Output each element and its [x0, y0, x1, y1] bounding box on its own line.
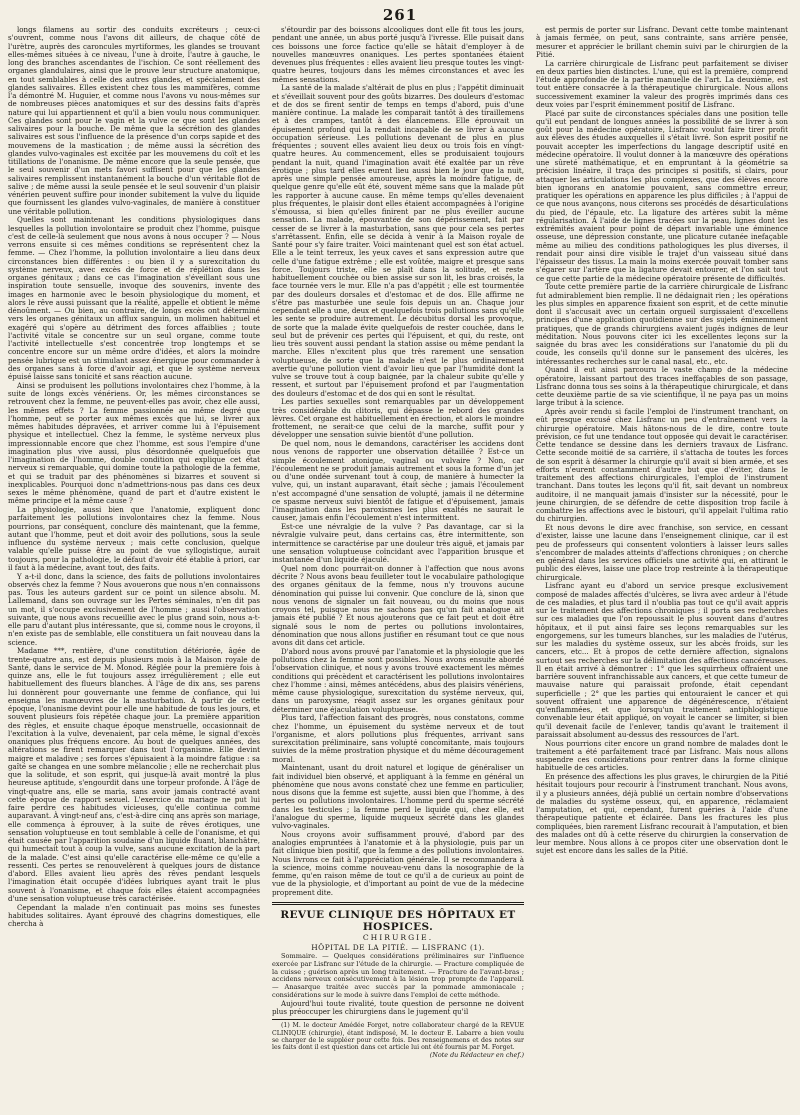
column-middle: [272, 26, 524, 1106]
hospital-heading: HÔPITAL DE LA PITIÉ. — LISFRANC (1).: [311, 943, 485, 952]
paragraph: Ainsi se produisent les pollutions involontaires chez l'homme, à la suite de longs excès vénériens. Or, les mêmes circonstances se retrouvent chez la femme, ne peuvent-elles pas avoir, chez elle aussi, les mêmes effets ? La femme passionnée au même degré que l'homme, peut se porter aux mêmes excès que lui, se livrer aux mêmes habitudes dépravées, et arriver comme lui à l'épuisement physique et intellectuel. Chez la femme, le système nerveux plus impressionnable encore que chez l'homme, est sous l'empire d'une imagination plus vive aussi, plus désordonnée quelquefois que l'imagination de l'homme, double condition qui explique cet état nerveux si remarquable, qui domine toute la pathologie de la femme, et qui se traduit par des phénomènes si bizarres et souvent si inexplicables. Pourquoi donc n'admettrions-nous pas dans ces deux sexes le même phénomène, quand de part et d'autre existent le même principe et la même cause ?: [8, 380, 260, 506]
paragraph: Placé par suite de circonstances spéciales dans une position telle qu'il eut pendant de longues années la possibilité de se livrer à son goût pour la médecine opératoire, Lisfranc voulut faire tirer profit aux élèves des études auxquelles il s'était livré. Son esprit positif ne pouvait accepter les imperfections du langage descriptif usité en médecine opératoire. Il voulut donner à la manœuvre des opérations une sûreté mathématique, et en empruntant à la géométrie sa précision linéaire, il traça des principes si positifs, si clairs, pour attaquer les articulations les plus complexes, que des élèves encore bien ignorans en anatomie pouvaient, sans commettre erreur, pratiquer les opérations en apparence les plus difficiles ; à l'appui de ce que nous avançons, nous citerons ses procédés de désarticulations du pied, de l'épaule, etc. La ligature des artères subit la même régularisation. À l'aide de lignes tracées sur la peau, lignes dont les extrémités avaient pour point de départ invariable une éminence osseuse, une dépression constante, une plicature cutanée inefaçable même au milieu des conditions pathologiques les plus diverses, il rendait pour ainsi dire visible le trajet d'un vaisseau situé dans l'épaisseur des tissus. La main la moins exercée pouvait tomber sans s'égarer sur l'artère que la ligature devait entourer, et l'on sait tout ce que cette partie de la médecine opératoire présente de difficultés.: [536, 108, 788, 283]
paragraph: Aujourd'hui toute rivalité, toute question de personne ne doivent plus préoccuper les chirurgiens dans le jugement qu'il: [272, 998, 524, 1017]
footnote-rule: [272, 1019, 332, 1020]
paragraph: La physiologie, aussi bien que l'anatomie, expliquent donc parfaitement les pollutions involontaires chez la femme. Nous pourrions, par conséquent, conclure dès maintenant, que la femme, autant que l'homme, peut et doit avoir des pollutions, sous la seule influence du système nerveux ; mais cette conclusion, quelque valable qu'elle puisse être au point de vue syllogistique, aurait toujours, pour la pathologie, le défaut d'avoir été établie à priori, car il faut à la médecine, avant tout, des faits.: [8, 505, 260, 572]
paragraph: Maintenant, usant du droit naturel et logique de généraliser un fait individuel bien observé, et appliquant à la femme en général un phénomène que nous avons constaté chez une femme en particulier, nous disons que la femme est sujette, aussi bien que l'homme, à des pertes ou pollutions involontaires. L'homme perd du sperme sécrété dans les testicules ; la femme perd le liquide qui, chez elle, est l'analogue du sperme, liquide muqueux sécrété dans les glandes vulvo-vaginales.: [272, 763, 524, 830]
paragraph: Quelles sont maintenant les conditions physiologiques dans lesquelles la pollution involontaire se produit chez l'homme, puisque c'est de celle-là seulement que nous avons à nous occuper ? — Nous verrons ensuite si ces mêmes conditions se représentent chez la femme. — Chez l'homme, la pollution involontaire a lieu dans deux circonstances bien différentes : ou bien il y a surexcitation du système nerveux, avec excès de force et de réplétion dans les organes génitaux ; dans ce cas l'imagination s'éveillant sous une inspiration toute sensuelle, invoque des souvenirs, invente des images en harmonie avec le besoin physiologique du moment, et alors le rêve aussi puissant que la réalité, appelle et obtient le même dénoûment. — Ou bien, au contraire, de longs excès ont déterminé vers les organes génitaux un afflux sanguin, un molimen habituel et exagéré qui s'opère au détriment des forces affaiblies ; toute l'activité vitale se concentre sur un seul organe, comme toute l'activité intellectuelle s'est concentrée trop longtemps et se concentre encore sur un même ordre d'idées, et alors la moindre pensée lubrique est un stimulant assez énergique pour commander à des organes sans à force d'avoir agi, et que le système nerveux épuisé laisse sans tonicité et sans réaction aucune.: [8, 215, 260, 381]
paragraph: Les parties sexuelles sont remarquables par un développement très considérable du clitoris, qui dépasse le rebord des grandes lèvres. Cet organe est habituellement en érection, et alors le moindre frottement, ne serait-ce que celui de la marche, suffit pour y développer une sensation suivie bientôt d'une pollution.: [272, 397, 524, 440]
paragraph: Cependant la malade n'en continuait pas moins ses funestes habitudes solitaires. Ayant éprouvé des chagrins domestiques, elle chercha à: [8, 902, 260, 928]
paragraph: Quand il eut ainsi parcouru le vaste champ de la médecine opératoire, laissant partout des traces ineffaçables de son passage, Lisfranc donna tous ses soins à la thérapeutique chirurgicale, et dans cette deuxième partie de sa vie scientifique, il ne paya pas un moins large tribut à la science.: [536, 365, 788, 408]
summary: Sommaire. — Quelques considérations préliminaires sur l'influence exercée par Lisfranc sur l'étude de la chirurgie. — Fracture compliquée de la cuisse ; guérison après un long traitement. — Fracture de l'avant-bras ; accidens nerveux consécutivement à la lésion trop prompte de l'appareil. — Anasarque traitée avec succès par la pommade ammoniacale ; considérations sur le mode à suivre dans l'emploi de cette méthode.: [272, 952, 524, 999]
paragraph: s'étourdir par des boissons alcooliques dont elle fit tous les jours, pendant une année, un abus porté jusqu'à l'ivresse. Elle puisait dans ces boissons une force factice qu'elle se hâtait d'employer à de nouvelles manœuvres onaniques. Les pertes spontanées étaient devenues plus fréquentes : elles avaient lieu presque toutes les vingt-quatre heures, toujours dans les mêmes circonstances et avec les mêmes sensations.: [272, 26, 524, 84]
section-subtitle: CHIRURGIE.: [362, 932, 434, 942]
paragraph: Lisfranc ayant eu d'abord un service presque exclusivement composé de malades affectés d'ulcères, se livra avec ardeur à l'étude de ces maladies, et plus tard il n'oublia pas tout ce qu'il avait appris sur le traitement des affections chroniques ; il porta ses recherches sur ces maladies que l'on repoussait le plus souvent dans d'autres hôpitaux, et il put ainsi faire ses leçons remarquables sur les engorgemens, sur les tumeurs blanches, sur les maladies de l'utérus, sur les maladies du système osseux, sur les abcès froids, sur les cancers, etc... Et à propos de cette dernière affection, signalons surtout ses recherches sur la délimitation des affections cancéreuses. Il en était arrivé à démontrer : 1° que les squirrheux offraient une barrière souvent infranchissable aux cancers, et que cette tumeur de mauvaise nature qui paraissait profonde, était cependant superficielle ; 2° que les parties qui entouraient le cancer et qui souvent offraient une apparence de dégénérescence, n'étaient qu'enflammées, et que lorsqu'un traitement antiphlogistique convenable leur était appliqué, on voyait le cancer se limiter, si bien qu'il devenait facile de l'enlever, tandis qu'avant le traitement il paraissait absolument au-dessus des ressources de l'art.: [536, 581, 788, 739]
paragraph: Plus tard, l'affection faisant des progrès, nous constatons, comme chez l'homme, un épuisement du système nerveux et de tout l'organisme, et alors pollutions plus fréquentes, arrivant sans surexcitation préliminaire, sans volupté concomitante, mais toujours suivies de la même prostration physique et du même découragement moral.: [272, 713, 524, 764]
paragraph: longs filamens au sortir des conduits excréteurs ; ceux-ci s'ouvrent, comme nous l'avons dit ailleurs, de chaque côté de l'urètre, auprès des caroncules myrtiformes, les glandes se trouvant elles-mêmes situées à ce niveau, l'une à droite, l'autre à gauche, le long des branches ascendantes de l'ischion. Ce sont réellement des organes glandulaires, ainsi que le prouve leur structure anatomique, en tout semblables à celle des autres glandes, et spécialement des glandes salivaires. Elles existent chez tous les mammifères, comme l'a démontré M. Huguier, et comme nous l'avons vu nous-mêmes sur de nombreuses pièces anatomiques et sur des dessins faits d'après nature qui lui appartiennent et qu'il a bien voulu nous communiquer. Ces glandes sont pour le vagin et la vulve ce que sont les glandes salivaires pour la bouche. De même que la sécrétion des glandes salivaires est sous l'influence de la présence d'un corps sapide et des mouvemens de la mastication ; de même aussi la sécrétion des glandes vulvo-vaginales est excitée par les mouvemens du coït et les titillations de l'onanisme. De même encore que la seule pensée, que le seul souvenir d'un mets favori suffisent pour que les glandes salivaires remplissent instantanément la bouche d'un véritable flot de salive ; de même aussi la seule pensée et le seul souvenir d'un plaisir vénérien peuvent suffire pour inonder subitement la vulve du liquide que fournissent les glandes vulvo-vaginales, de manière à constituer une véritable pollution.: [8, 26, 260, 216]
paragraph: De quel nom, nous le demandons, caractériser les accidens dont nous venons de rapporter une observation détaillée ? Est-ce un simple écoulement atonique, vaginal ou vulvaire ? Non, car l'écoulement ne se produit jamais autrement et sous la forme d'un jet ou d'une ondée survenant tout à coup, de manière à humecter la vulve, qui, un instant auparavant, était sèche ; jamais l'écoulement n'est accompagné d'une sensation de volupté, jamais il ne détermine ce spasme nerveux suivi bientôt de fatigue et d'épuisement, jamais l'imagination dans les paroxismes les plus exaltés ne saurait le causer, jamais enfin l'écoulement n'est intermittent.: [272, 439, 524, 523]
paragraph: Toute cette première partie de la carrière chirurgicale de Lisfranc fut admirablement bien remplie. Il ne dédaignait rien ; les opérations les plus simples en apparence fixaient son esprit, et de cette minutie dont il s'accusait avec un certain orgueil surgissaient d'excellens principes d'une application quotidienne sur des sujets éminemment pratiques, que de grands chirurgiens avaient jugés indignes de leur méditation. Nous pouvons citer ici les excellentes leçons sur la saignée du bras avec les considérations sur l'anatomie du pli du coude, les conseils qu'il donne sur le pansement des ulcères, les intéressantes recherches sur le canal nasal, etc., etc.: [536, 282, 788, 366]
paragraph: Est-ce une névralgie de la vulve ? Pas davantage, car si la névralgie vulvaire peut, dans certains cas, être intermittente, son intermittence se caractérise par une douleur très aiguë, et jamais par une sensation voluptueuse coïncidant avec l'apparition brusque et instantanée d'un liquide éjaculé.: [272, 522, 524, 564]
section-title: REVUE CLINIQUE DES HÔPITAUX ET HOSPICES.: [280, 908, 516, 933]
page-number: 261: [382, 6, 418, 24]
paragraph: Quel nom donc pourrait-on donner à l'affection que nous avons décrite ? Nous avons beau feuilleter tout le vocabulaire pathologique des organes génitaux de la femme, nous n'y trouvons aucune dénomination qui puisse lui convenir. Que conclure de là, sinon que nous venons de signaler un fait nouveau, ou du moins que nous croyons tel, puisque nous ne sachons pas qu'un fait analogue ait jamais été publié ? Et nous ajouterons que ce fait peut et doit être signalé sous le nom de pertes ou pollutions involontaires, dénomination que nous allons justifier en résumant tout ce que nous avons dit dans cet article.: [272, 563, 524, 647]
paragraph: Après avoir rendu si facile l'emploi de l'instrument tranchant, on eût presque excusé chez Lisfranc un peu d'entraînement vers la chirurgie opératoire. Mais hâtons-nous de le dire, contre toute prévision, ce fut une tendance tout opposée qui devait le caractériser. Cette tendance se dessine dans les derniers travaux de Lisfranc. Cette seconde moitié de sa carrière, il s'attacha de toutes les forces de son esprit à désarmer la chirurgie qu'il avait si bien armée, et ses efforts n'eurent constamment d'autre but que d'éviter, dans le traitement des affections chirurgicales, l'emploi de l'instrument tranchant. Dans toutes les leçons qu'il fit, sait devant un nombreux auditoire, il ne manquait jamais d'insister sur la nécessité, pour le jeune chirurgien, de se défendre de cette disposition trop facile à combattre les affections avec le bistouri, qu'il appelait l'ultima ratio du chirurgien.: [536, 407, 788, 524]
footnote-signature: (Note du Rédacteur en chef.): [429, 1051, 524, 1060]
paragraph: En présence des affections les plus graves, le chirurgien de la Pitié hésitait toujours pour recourir à l'instrument tranchant. Nous avons, il y a plusieurs années, déjà publié un certain nombre d'observations de maladies du système osseux, qui, en apparence, réclamaient l'amputation, et qui, cependant, furent guéries à l'aide d'une thérapeutique patiente et éclairée. Dans les fractures les plus compliquées, bien rarement Lisfranc recourait à l'amputation, et bien des malades ont dû à cette réserve du chirurgien la conservation de leur membre. Nous allons à ce propos citer une observation dont le sujet est encore dans les salles de la Pitié.: [536, 772, 788, 856]
paragraph: Y a-t-il donc, dans la science, des faits de pollutions involontaires observés chez la femme ? Nous avouerons que nous n'en connaissons pas. Tous les auteurs gardent sur ce point un silence absolu. M. Lallemand, dans son ouvrage sur les Pertes séminales, n'en dit pas un mot, il s'occupe exclusivement de l'homme ; aussi l'observation suivante, que nous avons recueillie avec le plus grand soin, nous a-t-elle paru d'autant plus intéressante, que si, comme nous le croyons, il n'en existe pas de semblable, elle constituera un fait nouveau dans la science.: [8, 571, 260, 647]
paragraph: Nous croyons avoir suffisamment prouvé, d'abord par des analogies empruntées à l'anatomie et à la physiologie, puis par un fait clinique bien positif, que la femme a des pollutions involontaires. Nous livrons ce fait à l'appréciation générale. Il se recommandera à la science, moins comme nouveau-venu dans la nosographie de la femme, qu'en raison même de tout ce qu'il a de curieux au point de vue de la physiologie, et d'important au point de vue de la médecine proprement dite.: [272, 829, 524, 897]
column-right: [536, 26, 788, 1106]
footnote: (1) M. le docteur Amédée Forget, notre collaborateur chargé de la REVUE CLINIQUE (chirurgie), étant indisposé, M. le docteur E. Labarre a bien voulu se charger de le suppléer pour cette fois. Des renseignemens et des notes sur les faits dont il est question dans cet article lui ont été fournis par M. Forget.: [272, 1022, 524, 1052]
paragraph: La santé de la malade s'altérait de plus en plus ; l'appétit diminuait et s'éveillait souvent pour des goûts bizarres. Des douleurs d'estomac et de dos se firent sentir de temps en temps d'abord, puis d'une manière continue. La malade les comparait tantôt à des tiraillemens et à des crampes, tantôt à des élancemens. Elle éprouvait un épuisement profond qui la rendait incapable de se livrer à aucune occupation sérieuse. Les pollutions devenant de plus en plus fréquentes ; souvent elles avaient lieu deux ou trois fois en vingt-quatre heures. Au commencement, elles se produisaient toujours pendant la nuit, quand l'imagination avait été exaltée par un rêve érotique ; plus tard elles eurent lieu aussi bien le jour que la nuit, après une simple pensée amoureuse, après la moindre fatigue, de quelque genre qu'elle eût été, souvent même sans que la malade pût les rapporter à aucune cause. En même temps qu'elles devenaient plus fréquentes, le plaisir dont elles étaient accompagnées à l'origine s'émoussa, si bien qu'elles finirent par ne plus éveiller aucune sensation. La malade, épouvantée de son dépérissement, fait par cesser de se livrer à la masturbation, sans que pour cela ses pertes s'arrêtassent. Enfin, elle se décida à venir à la Maison royale de Santé pour s'y faire traiter. Voici maintenant quel est son état actuel. Elle a le teint terreux, les yeux caves et sans expression autre que celle d'une fatigue extrême ; elle est voûtée, maigre et presque sans force. Toujours triste, elle se plaît dans la solitude, et reste habituellement couchée ou bien assise sur son lit, les bras croisés, la face tournée vers le mur. Elle n'a pas d'appétit ; elle est tourmentée par des douleurs dorsales et d'estomac et de dos. Elle affirme ne s'être pas masturbée une seule fois depuis un an. Chaque jour cependant elle a une, deux et quelquefois trois pollutions sans qu'elle les sente se produire autrement. Le décubitus dorsal les provoque, de sorte que la malade évite quelquefois de rester couchée, dans le seul but de prévenir ces pertes qui l'épuisent, et qui, du reste, ont lieu très souvent aussi pendant la station assise ou même pendant la marche. Elles n'excitent plus que très rarement une sensation voluptueuse, de sorte que la malade n'est le plus ordinairement avertie qu'une pollution vient d'avoir lieu que par l'humidité dont la vulve se trouve tout à coup baignée, par la chaleur subite qu'elle y ressent, et surtout par l'épuisement profond et par l'augmentation des douleurs d'estomac et de dos qui en sont le résultat.: [272, 83, 524, 398]
paragraph: Et nous devons le dire avec franchise, son service, en cessant d'exister, laisse une lacune dans l'enseignement clinique, car il est peu de professeurs qui consentent volontiers à laisser leurs salles s'encombrer de malades atteints d'affections chroniques ; on cherche en général dans les services officiels une activité qui, en attirant le public des élèves, laisse une place trop restreinte à la thérapeutique chirurgicale.: [536, 523, 788, 582]
column-left: [8, 26, 260, 1106]
paragraph: est permis de porter sur Lisfranc. Devant cette tombe maintenant à jamais fermée, on peut, sans contrainte, sans arrière pensée, mesurer et apprécier le brillant chemin suivi par le chirurgien de la Pitié.: [536, 26, 788, 59]
paragraph: La carrière chirurgicale de Lisfranc peut parfaitement se diviser en deux parties bien distinctes. L'une, qui est la première, comprend l'étude approfondie de la partie manuelle de l'art. La deuxième, est tout entière consacrée à la thérapeutique chirurgicale. Nous allons successivement examiner la valeur des progrès imprimés dans ces deux voies par l'esprit éminemment positif de Lisfranc.: [536, 58, 788, 109]
paragraph: Nous pourrions citer encore un grand nombre de malades dont le traitement a été parfaitement tracé par Lisfranc. Mais nous allons suspendre ces considérations pour rentrer dans la forme clinique habituelle de ces articles.: [536, 738, 788, 773]
section-divider: [272, 902, 524, 905]
paragraph: Madame ***, rentière, d'une constitution détériorée, âgée de trente-quatre ans, est depuis plusieurs mois à la Maison royale de Santé, dans le service de M. Monod. Réglée pour la première fois à quinze ans, elle le fut toujours assez irrégulièrement ; elle eut habituellement des flueurs blanches. À l'âge de dix ans, ses parens lui donnèrent pour gouvernante une femme de confiance, qui lui enseigna les manœuvres de la masturbation. À partir de cette époque, l'onanisme devint pour elle une habitude de tous les jours, et souvent plusieurs fois répétée chaque jour. La première apparition des règles, et ensuite chaque époque menstruelle, occasionnait de l'excitation à la vulve, devenaient, par cela même, le signal d'excès onaniques plus fréquens encore. Au bout de quelques années, des altérations se firent remarquer dans tout l'organisme. Elle devint maigre et maladive ; ses forces s'épuisaient à la moindre fatigue : sa gaîté se changea en une sombre mélancolie ; elle ne recherchait plus que la solitude, et son esprit, qui jusque-là avait montré la plus heureuse aptitude, s'engourdit dans une torpeur profonde. À l'âge de vingt-quatre ans, elle se maria, sans avoir jamais contracté avant cette époque de rapport sexuel. L'exercice du mariage ne put lui faire perdre ces habitudes vicieuses, qu'elle continua comme auparavant. À vingt-neuf ans, c'est-à-dire cinq ans après son mariage, elle commença à éprouver, à la suite de rêves érotiques, une sensation voluptueuse en tout semblable à celle de l'onanisme, et qui était causée par l'apparition soudaine d'un liquide fluant, blanchâtre, qui humectait tout à coup la vulve, sans aucune excitation de la part de la malade. C'est ainsi qu'elle caractérise elle-même ce qu'elle a ressenti. Ces pertes se renouvelèrent à quelques jours de distance d'abord. Elles avaient lieu après des rêves pendant lesquels l'imagination était occupée d'idées lubriques ayant trait le plus souvent à l'onanisme, et chaque fois elles étaient accompagnées d'une sensation voluptueuse très caractérisée.: [8, 646, 260, 903]
paragraph: D'abord nous avons prouvé par l'anatomie et la physiologie que les pollutions chez la femme sont possibles. Nous avons ensuite abordé l'observation clinique, et nous y avons trouvé exactement les mêmes conditions qui précèdent et caractérisent les pollutions involontaires chez l'homme : ainsi, mêmes antécédens, abus des plaisirs vénériens, même cause physiologique, surexcitation du système nerveux, qui, dans un paroxysme, réagit assez sur les organes génitaux pour déterminer une éjaculation voluptueuse.: [272, 646, 524, 714]
